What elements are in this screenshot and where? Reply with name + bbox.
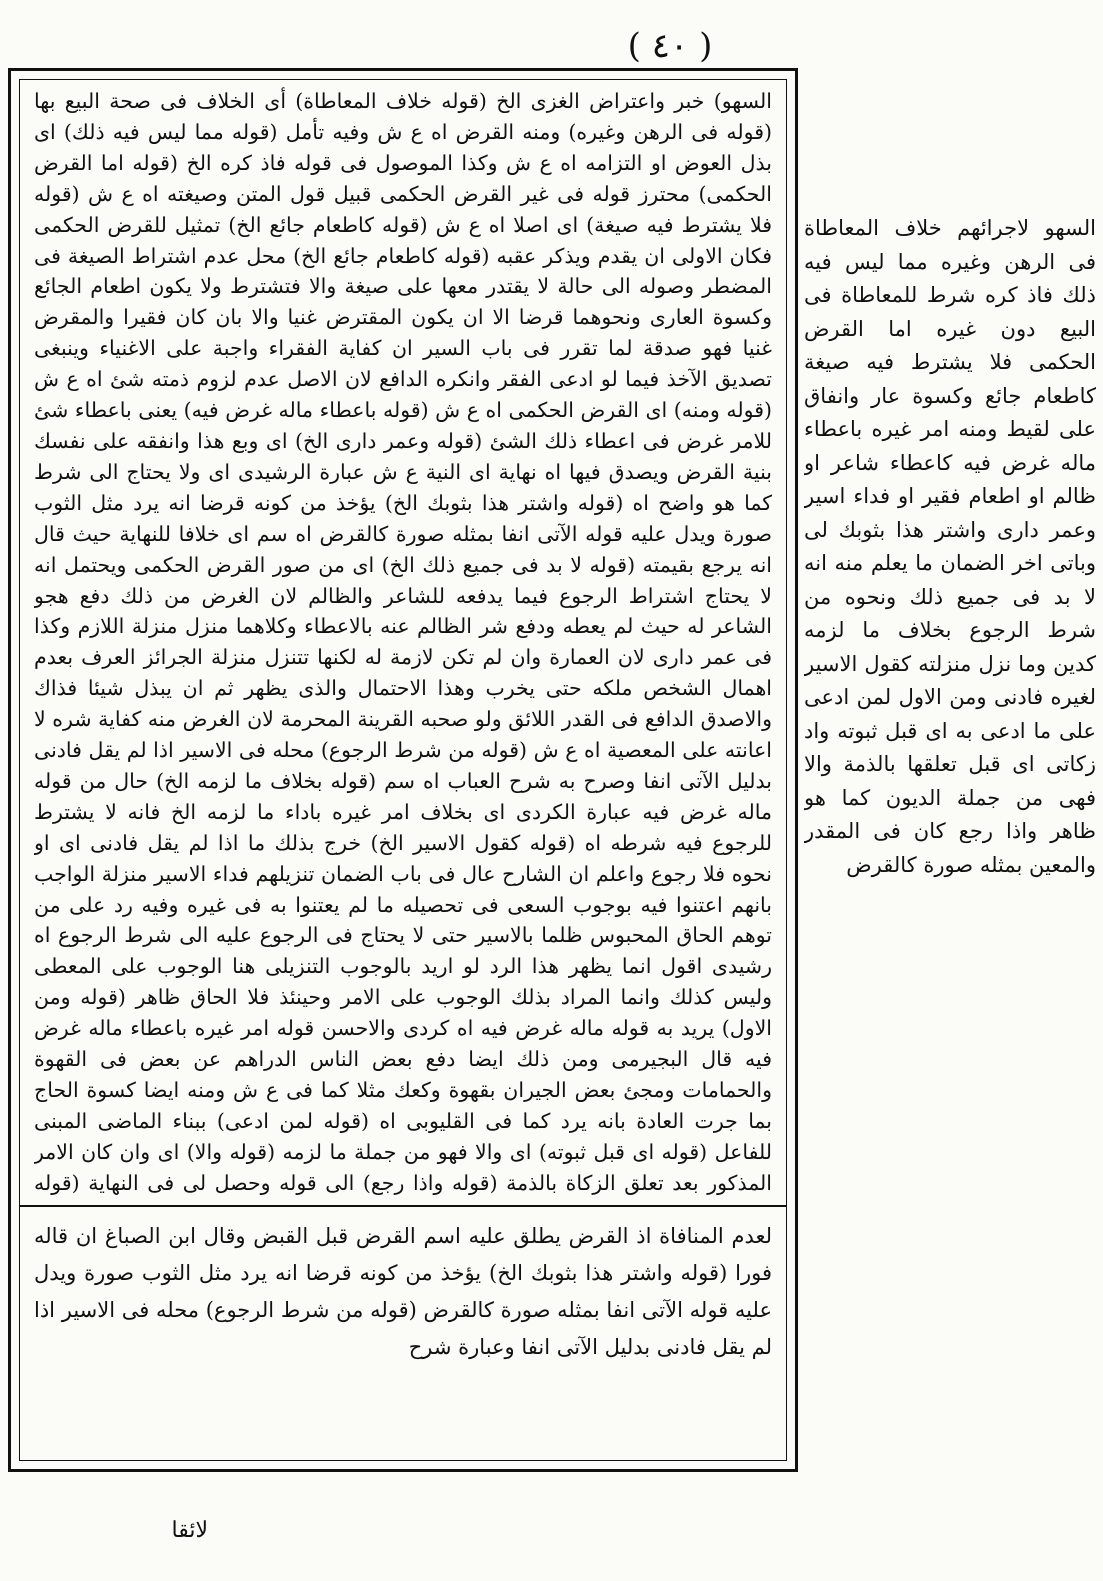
page-number: ( ٤٠ ) (627, 26, 713, 66)
margin-gloss-text: السهو لاجرائهم خلاف المعاطاة فى الرهن وغيره مما ليس فيه ذلك فاذ كره شرط للمعاطاة فى البيع دون غيره اما القرض الحكمى فلا يشترط فيه صيغة كاطعام جائع وكسوة عار وانفاق على لقيط ومنه امر غيره باعطاء ماله غرض فيه كاعطاء شاعر او ظالم او اطعام فقير او فداء اسير وعمر دارى واشتر هذا بثوبك لى وباتى اخر الضمان ما يعلم منه انه لا بد فى جميع ذلك ونحوه من شرط الرجوع بخلاف ما لزمه كدين وما نزل منزلته كقول الاسير لغيره فادنى ومن الاول لمن ادعى على ما ادعى به اى قبل ثبوته واد زكاتى اى قبل تعلقها بالذمة والا فهى من جملة الديون كما هو ظاهر واذا رجع كان فى المقدر والمعين بمثله صورة كالقرض (804, 216, 1096, 877)
catchword: لائقا (171, 1518, 208, 1543)
separator-rule (20, 1205, 786, 1207)
main-commentary-text: السهو) خبر واعتراض الغزى الخ (قوله خلاف المعاطاة) أى الخلاف فى صحة البيع بها (قوله فى الرهن وغيره) ومنه القرض اه ع ش وفيه تأمل (قوله مما ليس فيه ذلك) اى بذل العوض او التزامه اه ع ش وكذا الموصول فى قوله فاذ كره الخ (قوله اما القرض الحكمى) محترز قوله فى غير القرض الحكمى قبيل قول المتن وصيغته اه ع ش (قوله فلا يشترط فيه صيغة) اى اصلا اه ع ش (قوله كاطعام جائع الخ) تمثيل للقرض الحكمى فكان الاولى ان يقدم ويذكر عقبه (قوله كاطعام جائع الخ) محل عدم اشتراط الصيغة فى المضطر وصوله الى حالة لا يقتدر معها على صيغة والا فتشترط ولا يكون اطعام الجائع وكسوة العارى ونحوهما قرضا الا ان يكون المقترض غنيا والا بان كان فقيرا والمقرض غنيا فهو صدقة لما تقرر فى باب السير ان كفاية الفقراء واجبة على الاغنياء وينبغى تصديق الآخذ فيما لو ادعى الفقر وانكره الدافع لان الاصل عدم لزوم ذمته شئ اه ع ش (قوله ومنه) اى القرض الحكمى اه ع ش (قوله باعطاء ماله غرض فيه) يعنى باعطاء شئ للامر غرض فى اعطاء ذلك الشئ (قوله وعمر دارى الخ) اى وبع هذا وانفقه على نفسك بنية القرض ويصدق فيها اه نهاية اى النية ع ش عبارة الرشيدى اى ولا يحتاج الى شرط كما هو واضح اه (قوله واشتر هذا بثوبك الخ) يؤخذ من كونه قرضا انه يرد مثل الثوب صورة ويدل عليه قوله الآتى انفا بمثله صورة كالقرض اه سم اى خلافا للنهاية حيث قال انه يرجع بقيمته (قوله لا بد فى جميع ذلك الخ) اى من صور القرض الحكمى ويحتمل انه لا يحتاج اشتراط الرجوع فيما يدفعه للشاعر والظالم لان الغرض من ذلك دفع هجو الشاعر له حيث لم يعطه ودفع شر الظالم عنه بالاعطاء وكلاهما منزل منزلة اللازم وكذا فى عمر دارى لان العمارة وان لم تكن لازمة له لكنها تتنزل منزلة الجرائز العرف بعدم اهمال الشخص ملكه حتى يخرب وهذا الاحتمال والذى يظهر ثم ان يبذل شيئا فذاك والاصدق الدافع فى القدر اللائق ولو صحبه القرينة المحرمة لان الغرض منه كفاية شره لا اعانته على المعصية اه ع ش (قوله من شرط الرجوع) محله فى الاسير اذا لم يقل فادنى بدليل الآتى انفا وصرح به شرح العباب اه سم (قوله بخلاف ما لزمه الخ) حال من قوله ماله غرض فيه عبارة الكردى اى بخلاف امر غيره باداء ما لزمه الخ فانه لا يشترط للرجوع فيه شرطه اه (قوله كقول الاسير الخ) خرج بذلك ما اذا لم يقل فادنى اى او نحوه فلا رجوع واعلم ان الشارح عال فى باب الضمان تنزيلهم فداء الاسير منزلة الواجب بانهم اعتنوا فيه بوجوب السعى فى تحصيله ما لم يعتنوا به فى غيره وفيه رد على من توهم الحاق المحبوس ظلما بالاسير حتى لا يحتاج فى الرجوع عليه الى شرط الرجوع اه رشيدى اقول انما يظهر هذا الرد لو اريد بالوجوب التنزيلى هنا الوجوب على المعطى وليس كذلك وانما المراد بذلك الوجوب على الامر وحينئذ فلا الحاق ظاهر (قوله ومن الاول) يريد به قوله ماله غرض فيه اه كردى والاحسن قوله امر غيره باعطاء ماله غرض فيه قال البجيرمى ومن ذلك ايضا دفع بعض الناس الدراهم عن بعض فى القهوة والحمامات ومجئ بعض الجيران بقهوة وكعك مثلا كما فى ع ش ومنه ايضا كسوة الحاج بما جرت العادة بانه يرد كما فى القليوبى اه (قوله لمن ادعى) ببناء الماضى المبنى للفاعل (قوله اى قبل ثبوته) اى والا فهو من جملة ما لزمه (قوله والا) اى وان كان الامر المذكور بعد تعلق الزكاة بالذمة (قوله واذا رجع) الى قوله وحصل لى فى النهاية (قوله (34, 89, 772, 1195)
footnote-text: لعدم المنافاة اذ القرض يطلق عليه اسم القرض قبل القبض وقال ابن الصباغ ان قاله فورا (قوله واشتر هذا بثوبك الخ) يؤخذ من كونه قرضا انه يرد مثل الثوب صورة ويدل عليه قوله الآتى انفا بمثله صورة كالقرض (قوله من شرط الرجوع) محله فى الاسير اذا لم يقل فادنى بدليل الآتى انفا وعبارة شرح (34, 1224, 772, 1359)
inner-frame (19, 79, 787, 1461)
page-frame (8, 68, 798, 1472)
